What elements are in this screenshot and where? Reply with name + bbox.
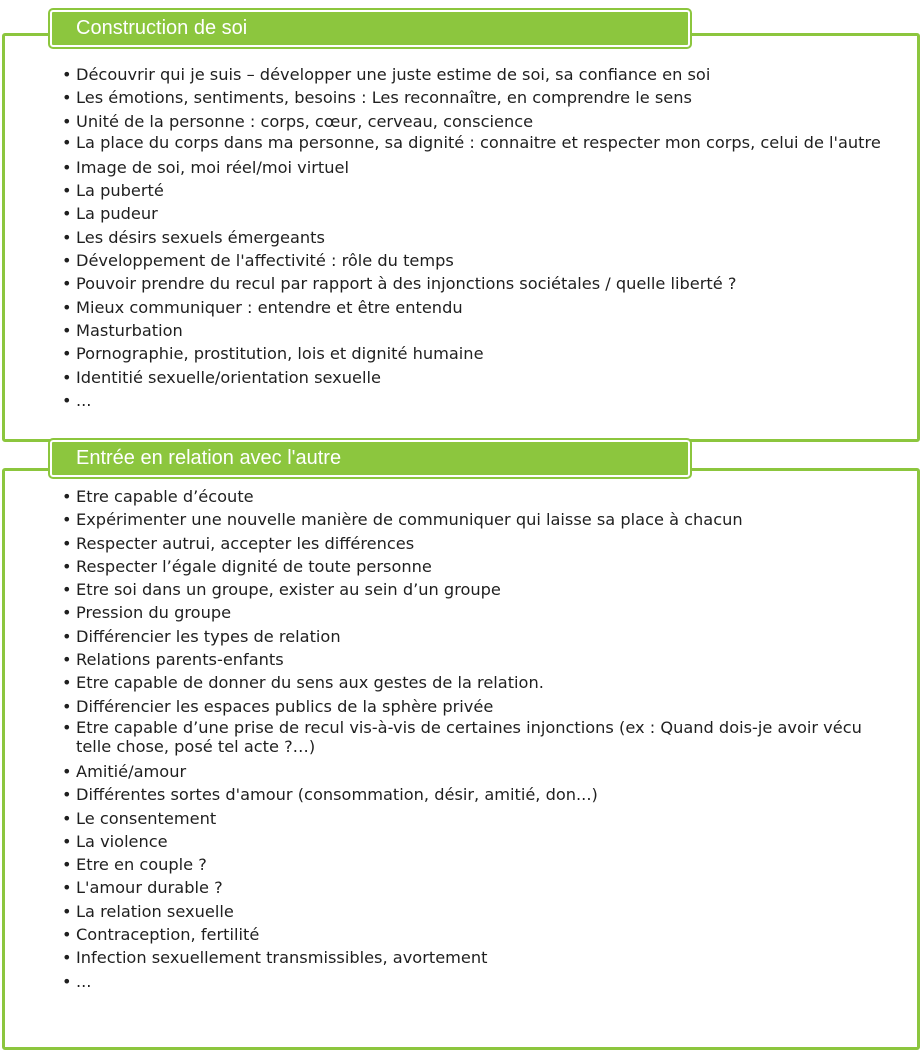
list-item: • Etre en couple ? [76,853,882,876]
topic-list [0,63,922,412]
list-item: • Respecter autrui, accepter les différences [76,532,882,555]
list-item: • Infection sexuellement transmissibles, avortement [76,946,882,969]
section-title: Construction de soi [50,10,690,47]
list-item: • Unité de la personne : corps, cœur, cerveau, conscience [76,110,882,133]
list-item: • Masturbation [76,319,882,342]
list-item: • Les émotions, sentiments, besoins : Les reconnaître, en comprendre le sens [76,86,882,109]
list-item: • Respecter l’égale dignité de toute personne [76,555,882,578]
list-item: • Mieux communiquer : entendre et être entendu [76,296,882,319]
list-item: • Pression du groupe [76,601,882,624]
list-item: • Découvrir qui je suis – développer une juste estime de soi, sa confiance en soi [76,63,882,86]
section-construction-de-soi [0,0,922,442]
list-item: • Différentes sortes d'amour (consommation, désir, amitié, don...) [76,783,882,806]
list-item: • Etre soi dans un groupe, exister au sein d’un groupe [76,578,882,601]
list-item: • Contraception, fertilité [76,923,882,946]
list-item: • Développement de l'affectivité : rôle du temps [76,249,882,272]
list-item: • Expérimenter une nouvelle manière de communiquer qui laisse sa place à chacun [76,508,882,531]
list-item: • L'amour durable ? [76,876,882,899]
list-item: • La place du corps dans ma personne, sa dignité : connaitre et respecter mon corps, celui de l'autre [76,133,882,156]
list-item: • ... [76,389,882,412]
list-item: • Pornographie, prostitution, lois et dignité humaine [76,342,882,365]
list-item: • La relation sexuelle [76,900,882,923]
list-item: • Différencier les types de relation [76,625,882,648]
list-item: • Le consentement [76,807,882,830]
list-item: • La puberté [76,179,882,202]
topic-list [0,485,922,993]
list-item: • Pouvoir prendre du recul par rapport à des injonctions sociétales / quelle liberté ? [76,272,882,295]
section-title: Entrée en relation avec l'autre [50,440,690,477]
list-item: • ... [76,970,882,993]
section-entree-en-relation [0,436,922,1024]
list-item: • Image de soi, moi réel/moi virtuel [76,156,882,179]
list-item: • Etre capable de donner du sens aux gestes de la relation. [76,671,882,694]
list-item: • Identitié sexuelle/orientation sexuelle [76,366,882,389]
list-item: • Etre capable d’une prise de recul vis-à-vis de certaines injonctions (ex : Quand dois-je avoir vécu telle chose, posé tel acte ?…) [76,718,882,760]
list-item: • Relations parents-enfants [76,648,882,671]
list-item: • Etre capable d’écoute [76,485,882,508]
list-item: • La violence [76,830,882,853]
list-item: • Amitié/amour [76,760,882,783]
list-item: • Les désirs sexuels émergeants [76,226,882,249]
list-item: • La pudeur [76,202,882,225]
list-item: • Différencier les espaces publics de la sphère privée [76,695,882,718]
